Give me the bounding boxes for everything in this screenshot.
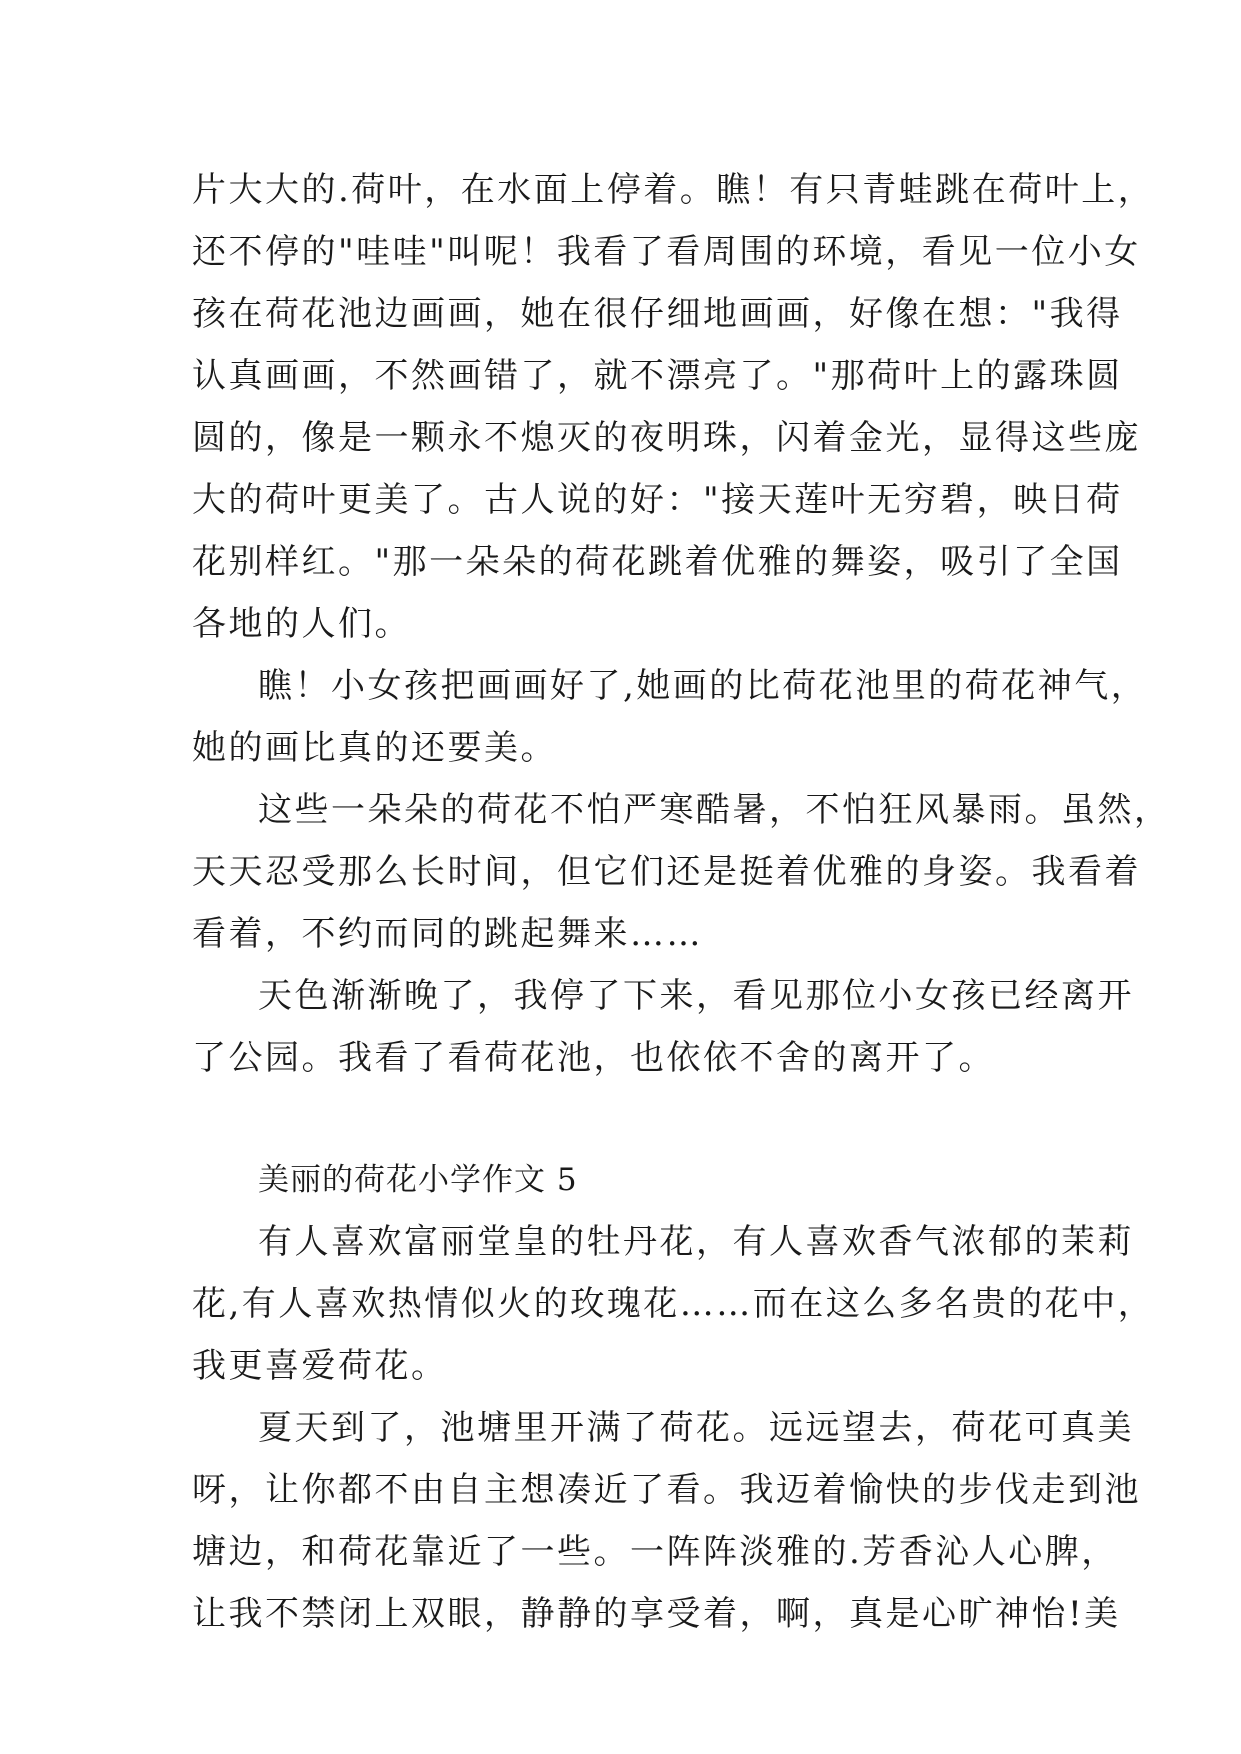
text-line: 还不停的"哇哇"叫呢！我看了看周围的环境，看见一位小女: [192, 232, 1141, 272]
text-line: 天天忍受那么长时间，但它们还是挺着优雅的身姿。我看着: [192, 852, 1141, 892]
paragraph-start-line: 瞧！小女孩把画画好了,她画的比荷花池里的荷花神气，: [258, 666, 1148, 706]
text-line: 她的画比真的还要美。: [192, 728, 557, 768]
text-line: 各地的人们。: [192, 604, 411, 644]
text-line: 认真画画，不然画错了，就不漂亮了。"那荷叶上的露珠圆: [192, 356, 1123, 396]
text-line: 看着，不约而同的跳起舞来……: [192, 914, 703, 954]
text-line: 花别样红。"那一朵朵的荷花跳着优雅的舞姿，吸引了全国: [192, 542, 1123, 582]
paragraph-start-line: 天色渐渐晚了，我停了下来，看见那位小女孩已经离开: [258, 976, 1134, 1016]
text-line: 孩在荷花池边画画，她在很仔细地画画，好像在想："我得: [192, 294, 1123, 334]
section-heading: 美丽的荷花小学作文 5: [258, 1162, 578, 1198]
text-line: 我更喜爱荷花。: [192, 1346, 448, 1386]
text-line: 圆的，像是一颗永不熄灭的夜明珠，闪着金光，显得这些庞: [192, 418, 1141, 458]
text-line: 大的荷叶更美了。古人说的好："接天莲叶无穷碧，映日荷: [192, 480, 1123, 520]
paragraph-start-line: 夏天到了，池塘里开满了荷花。远远望去，荷花可真美: [258, 1408, 1134, 1448]
text-line: 片大大的.荷叶，在水面上停着。瞧！有只青蛙跳在荷叶上，: [192, 170, 1155, 210]
text-line: 了公园。我看了看荷花池，也依依不舍的离开了。: [192, 1038, 995, 1078]
paragraph-start-line: 有人喜欢富丽堂皇的牡丹花，有人喜欢香气浓郁的茉莉: [258, 1222, 1134, 1262]
text-line: 呀，让你都不由自主想凑近了看。我迈着愉快的步伐走到池: [192, 1470, 1141, 1510]
paragraph-start-line: 这些一朵朵的荷花不怕严寒酷暑，不怕狂风暴雨。虽然，: [258, 790, 1171, 830]
text-line: 塘边，和荷花靠近了一些。一阵阵淡雅的.芳香沁人心脾，: [192, 1532, 1118, 1572]
text-line: 花,有人喜欢热情似火的玫瑰花……而在这么多名贵的花中，: [192, 1284, 1155, 1324]
text-line: 让我不禁闭上双眼，静静的享受着，啊，真是心旷神怡!美: [192, 1594, 1121, 1634]
